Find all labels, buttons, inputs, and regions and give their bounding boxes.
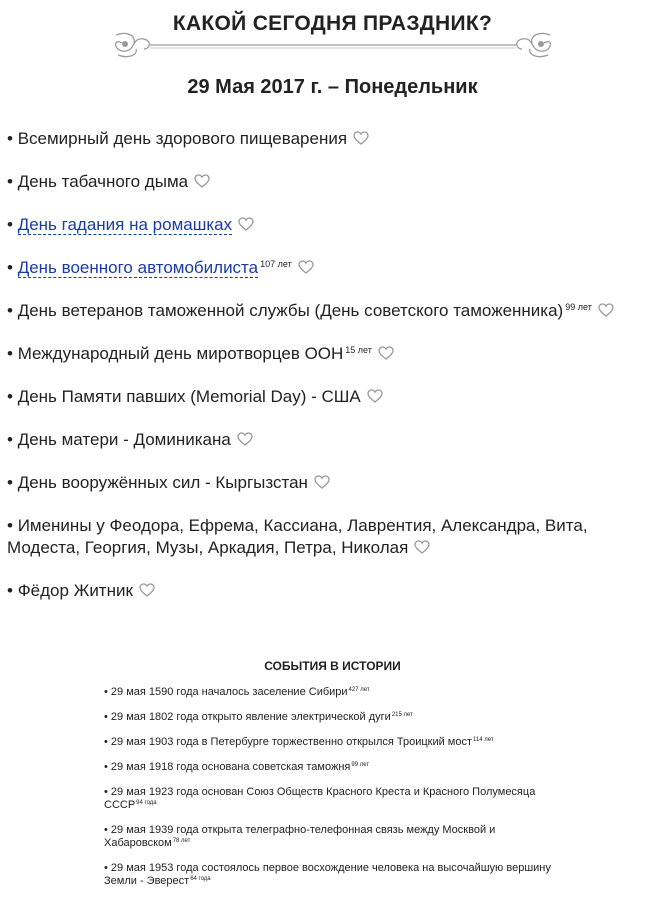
history-event [104, 736, 564, 749]
history-event-list [104, 686, 564, 900]
bullet: • [7, 129, 18, 148]
holiday-link[interactable]: День гадания на ромашках [17, 215, 233, 234]
holiday-name: День матери - Доминикана [17, 430, 231, 449]
holiday-name: День вооружённых сил - Кыргызстан [17, 473, 308, 492]
bullet: • [7, 516, 18, 535]
holiday-item [7, 128, 657, 150]
heart-icon[interactable] [598, 303, 614, 317]
event-text: • 29 мая 1590 года началось заселение Сибири [104, 686, 348, 698]
heart-icon[interactable] [298, 260, 314, 274]
history-event [104, 686, 564, 699]
holiday-name: Всемирный день здорового пищеварения [17, 129, 348, 148]
holiday-item [7, 214, 657, 236]
holiday-name: Международный день миротворцев ООН [17, 344, 344, 363]
holiday-item [7, 429, 657, 451]
event-text: • 29 мая 1939 года открыта телеграфно-телефонная связь между Москвой и Хабаровском [104, 824, 496, 849]
event-years: 64 года [190, 876, 211, 882]
history-event [104, 761, 564, 774]
heart-icon[interactable] [353, 131, 369, 145]
bullet: • [7, 344, 18, 363]
event-years: 114 лет [473, 737, 494, 743]
history-event [104, 824, 564, 850]
heart-icon[interactable] [367, 389, 383, 403]
bullet: • [7, 473, 18, 492]
holiday-years: 99 лет [565, 302, 592, 312]
bullet: • [7, 258, 18, 277]
event-years: 94 года [136, 800, 157, 806]
holiday-item [7, 171, 657, 193]
holiday-years: 107 лет [260, 259, 292, 269]
bullet: • [7, 387, 18, 406]
event-text: • 29 мая 1802 года открыто явление электрической дуги [104, 711, 391, 723]
holiday-item [7, 472, 657, 494]
heart-icon[interactable] [139, 583, 155, 597]
bullet: • [7, 172, 18, 191]
bullet: • [7, 215, 18, 234]
holiday-item [7, 580, 657, 602]
holiday-item [7, 343, 657, 365]
event-years: 78 лет [172, 838, 191, 844]
holiday-name: День табачного дыма [17, 172, 189, 191]
event-text: • 29 мая 1918 года основана советская таможня [104, 761, 351, 773]
heart-icon[interactable] [414, 540, 430, 554]
event-years: 99 лет [351, 762, 370, 768]
current-date: 29 Мая 2017 г. – Понедельник [187, 76, 478, 98]
holiday-name: День ветеранов таможенной службы (День советского таможенника) [17, 301, 564, 320]
event-text: • 29 мая 1953 года состоялось первое восхождение человека на высочайшую вершину Земли - Эверест [104, 862, 551, 887]
heart-icon[interactable] [237, 432, 253, 446]
event-years: 215 лет [391, 712, 413, 718]
holiday-name: Фёдор Житник [17, 581, 133, 600]
holiday-item [7, 386, 657, 408]
holiday-years: 15 лет [345, 345, 372, 355]
heart-icon[interactable] [238, 217, 254, 231]
history-event [104, 711, 564, 724]
heart-icon[interactable] [378, 346, 394, 360]
heart-icon[interactable] [194, 174, 210, 188]
holiday-item [7, 515, 657, 559]
event-text: • 29 мая 1903 года в Петербурге торжественно открылся Троицкий мост [104, 736, 473, 748]
history-event [104, 862, 564, 888]
bullet: • [7, 581, 18, 600]
heart-icon[interactable] [314, 475, 330, 489]
event-years: 427 лет [348, 687, 370, 693]
history-section-title: СОБЫТИЯ В ИСТОРИИ [264, 659, 401, 673]
history-event [104, 786, 564, 812]
holiday-name: День Памяти павших (Memorial Day) - США [17, 387, 361, 406]
bullet: • [7, 301, 18, 320]
holiday-name: Именины у Феодора, Ефрема, Кассиана, Лаврентия, Александра, Вита, Модеста, Георгия, Музы, Аркадия, Петра, Николая [7, 516, 588, 557]
holiday-item [7, 257, 657, 279]
event-text: • 29 мая 1923 года основан Союз Обществ Красного Креста и Красного Полумесяца СССР [104, 786, 536, 811]
holiday-link[interactable]: День военного автомобилиста [17, 258, 259, 277]
holiday-list [7, 128, 657, 623]
bullet: • [7, 430, 18, 449]
ornament-divider [110, 29, 556, 61]
holiday-item [7, 300, 657, 322]
page-title: КАКОЙ СЕГОДНЯ ПРАЗДНИК? [172, 12, 493, 35]
